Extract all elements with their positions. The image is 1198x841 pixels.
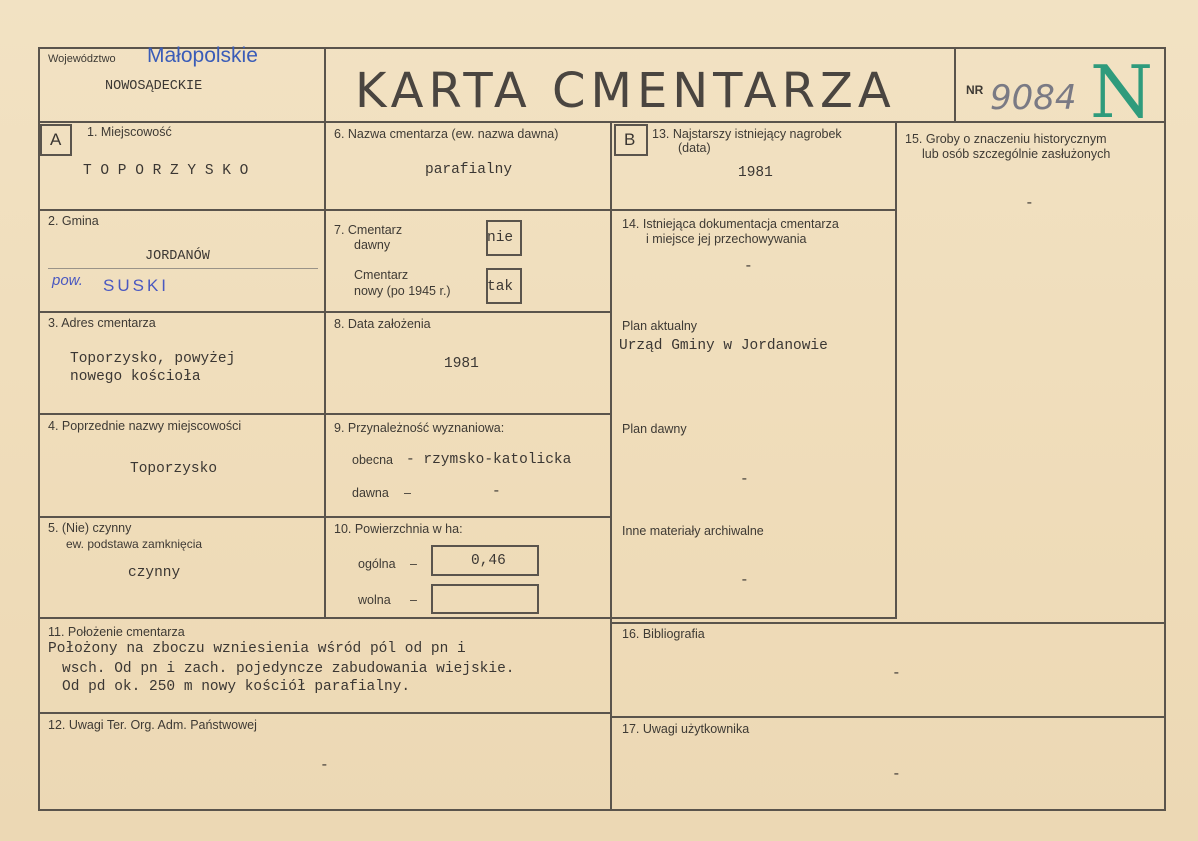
- f10-wolna-dash: –: [410, 593, 417, 607]
- f4-value: Toporzysko: [130, 461, 218, 477]
- card-title: KARTA CMENTARZA: [355, 63, 896, 119]
- f16-value: -: [892, 666, 901, 682]
- f7-label2: dawny: [354, 238, 391, 252]
- f7-label4: nowy (po 1945 r.): [354, 284, 451, 298]
- section-b-box: [614, 124, 648, 156]
- wojewodztwo-label: Województwo: [48, 53, 116, 65]
- section-a-letter: A: [50, 130, 62, 149]
- plan-dawny-label: Plan dawny: [622, 422, 687, 436]
- f12-value: -: [320, 758, 329, 774]
- f10-ogolna-value: 0,46: [471, 553, 506, 569]
- f10-ogolna-box: [431, 545, 539, 576]
- f7-nowy-box: [486, 268, 522, 304]
- f10-wolna-box: [431, 584, 539, 614]
- f9-dawna-value: -: [492, 484, 501, 500]
- rule-row6: [38, 712, 612, 714]
- f5-label2: ew. podstawa zamknięcia: [66, 537, 203, 551]
- f12-label: 12. Uwagi Ter. Org. Adm. Państwowej: [48, 718, 257, 732]
- section-a-box: [40, 124, 72, 156]
- f17-label: 17. Uwagi użytkownika: [622, 722, 750, 736]
- f11-line3: Od pd ok. 250 m nowy kościół parafialny.: [62, 679, 411, 695]
- plan-dawny-value: -: [740, 472, 749, 488]
- f13-value: 1981: [738, 165, 773, 181]
- rule-right: [1164, 47, 1166, 811]
- rule-col1: [324, 47, 326, 617]
- f11-label: 11. Położenie cmentarza: [48, 625, 185, 639]
- rule-col3: [895, 121, 897, 619]
- inne-value: -: [740, 573, 749, 589]
- f5-value: czynny: [128, 565, 181, 581]
- rule-row5: [38, 617, 896, 619]
- f8-value: 1981: [444, 356, 479, 372]
- rule-bottom: [38, 809, 1166, 811]
- f4-label: 4. Poprzednie nazwy miejscowości: [48, 419, 242, 433]
- f5-label1: 5. (Nie) czynny: [48, 521, 132, 535]
- f9-dawna-label: dawna: [352, 486, 389, 500]
- inne-label: Inne materiały archiwalne: [622, 524, 764, 538]
- f2-pow-value: SUSKI: [103, 276, 170, 295]
- f2-underline: [48, 268, 318, 269]
- rule-nr: [954, 47, 956, 123]
- f1-label: 1. Miejscowość: [87, 125, 172, 139]
- f9-obecna-value: - rzymsko-katolicka: [406, 452, 572, 468]
- f11-line1: Położony na zboczu wzniesienia wśród pól od pn i: [48, 641, 466, 657]
- f16-label: 16. Bibliografia: [622, 627, 705, 641]
- f3-line2: nowego kościoła: [70, 369, 201, 385]
- f7-dawny-value: nie: [487, 230, 514, 246]
- f7-label3: Cmentarz: [354, 268, 409, 282]
- f10-wolna-label: wolna: [358, 593, 391, 607]
- f6-label: 6. Nazwa cmentarza (ew. nazwa dawna): [334, 127, 559, 141]
- f11-line2: wsch. Od pn i zach. pojedyncze zabudowania wiejskie.: [62, 661, 515, 677]
- f1-value: T O P O R Z Y S K O: [83, 163, 249, 179]
- section-b-letter: B: [624, 130, 636, 149]
- f2-pow: pow.: [52, 272, 83, 289]
- f3-line1: Toporzysko, powyżej: [70, 351, 236, 367]
- f15-label1: 15. Groby o znaczeniu historycznym: [905, 132, 1107, 146]
- f7-label1: 7. Cmentarz: [334, 223, 403, 237]
- f10-ogolna-dash: –: [410, 557, 417, 571]
- f9-label: 9. Przynależność wyznaniowa:: [334, 421, 505, 435]
- rule-row5b: [612, 622, 1164, 624]
- rule-row1: [38, 209, 896, 211]
- f15-label2: lub osób szczególnie zasłużonych: [922, 147, 1111, 161]
- f2-label: 2. Gmina: [48, 214, 99, 228]
- f3-label: 3. Adres cmentarza: [48, 316, 156, 330]
- nr-value: 9084: [990, 78, 1077, 118]
- plan-aktualny-label: Plan aktualny: [622, 319, 698, 333]
- f7-nowy-value: tak: [487, 279, 514, 295]
- f7-dawny-box: [486, 220, 522, 256]
- nr-label: NR: [966, 83, 984, 97]
- f10-ogolna-label: ogólna: [358, 557, 396, 571]
- f8-label: 8. Data założenia: [334, 317, 431, 331]
- rule-header: [38, 121, 1166, 123]
- f14-label2: i miejsce jej przechowywania: [646, 232, 807, 246]
- f6-value: parafialny: [425, 162, 513, 178]
- f10-label: 10. Powierzchnia w ha:: [334, 522, 463, 536]
- wojewodztwo-value: NOWOSĄDECKIE: [105, 79, 203, 94]
- rule-left: [38, 47, 40, 811]
- nr-letter: N: [1090, 50, 1153, 134]
- f9-obecna-label: obecna: [352, 453, 394, 467]
- plan-aktualny-value: Urząd Gminy w Jordanowie: [619, 338, 828, 354]
- f2-value: JORDANÓW: [145, 249, 210, 264]
- wojewodztwo-stamp: Małopolskie: [147, 44, 258, 67]
- f13-label2: (data): [678, 141, 711, 155]
- f13-label1: 13. Najstarszy istniejący nagrobek: [652, 127, 842, 141]
- f17-value: -: [892, 767, 901, 783]
- f14-label1: 14. Istniejąca dokumentacja cmentarza: [622, 217, 839, 231]
- rule-row6b: [612, 716, 1164, 718]
- f9-dawna-dash: –: [404, 486, 411, 500]
- f14-value: -: [744, 259, 753, 275]
- f15-value: -: [1025, 196, 1034, 212]
- rule-col2: [610, 121, 612, 811]
